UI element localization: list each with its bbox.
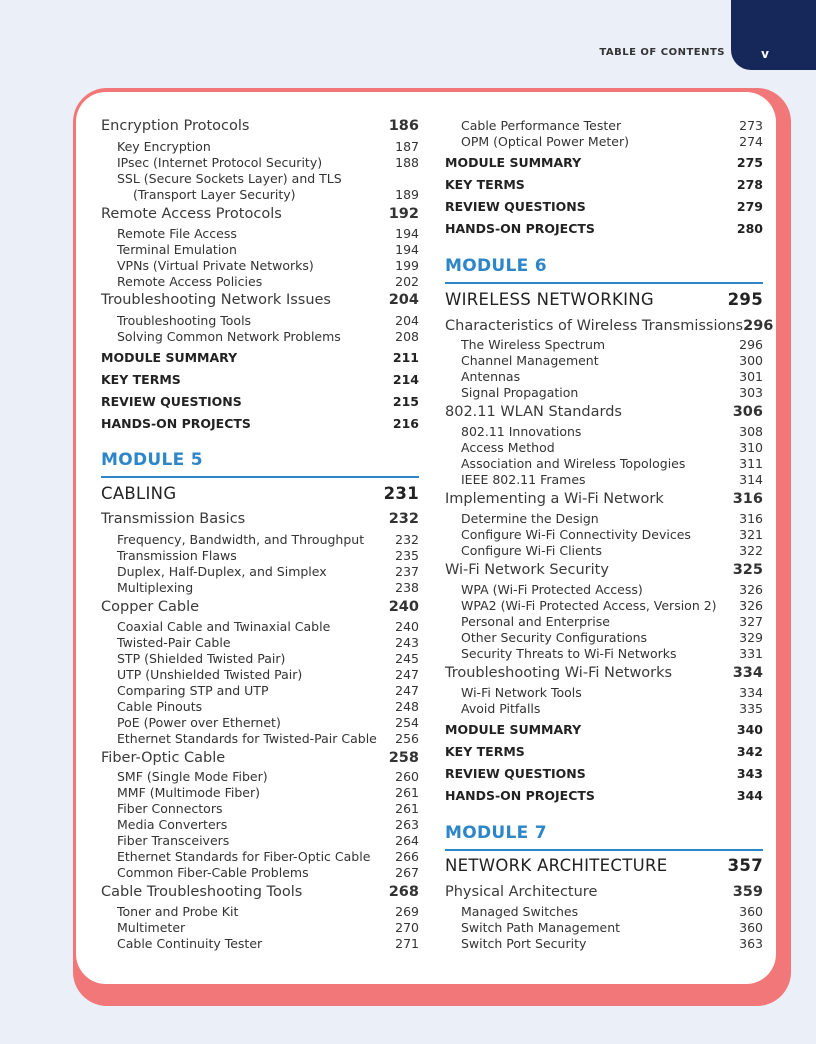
section-heading-label: Fiber-Optic Cable xyxy=(101,750,226,766)
toc-entry-page: 316 xyxy=(739,511,763,526)
toc-entry-page: 248 xyxy=(395,699,419,714)
toc-entry xyxy=(445,630,763,645)
toc-entry-label: OPM (Optical Power Meter) xyxy=(461,134,629,149)
section-heading-label: Cable Troubleshooting Tools xyxy=(101,884,303,900)
section-heading xyxy=(101,599,419,615)
toc-entry-label: Wi-Fi Network Tools xyxy=(461,685,582,700)
toc-entry xyxy=(101,564,419,579)
toc-entry-page: 238 xyxy=(395,580,419,595)
section-heading-label: Characteristics of Wireless Transmissions xyxy=(445,318,744,334)
toc-extra-page: 211 xyxy=(392,350,419,365)
toc-extra-label: KEY TERMS xyxy=(445,177,525,192)
toc-entry-label: Media Converters xyxy=(117,817,228,832)
toc-entry-page: 331 xyxy=(739,646,763,661)
toc-entry xyxy=(445,424,763,439)
toc-entry xyxy=(101,329,419,344)
toc-entry xyxy=(101,801,419,816)
toc-extra-label: KEY TERMS xyxy=(445,744,525,759)
toc-extra-label: HANDS-ON PROJECTS xyxy=(445,221,595,236)
toc-extra-page: 344 xyxy=(736,788,763,803)
toc-entry-page: 237 xyxy=(395,564,419,579)
toc-entry-label: Troubleshooting Tools xyxy=(117,313,252,328)
section-heading-page: 204 xyxy=(388,292,419,308)
toc-entry xyxy=(101,313,419,328)
toc-entry xyxy=(445,598,763,613)
toc-entry xyxy=(101,139,419,154)
toc-entry-page: 334 xyxy=(739,685,763,700)
toc-entry-label: WPA (Wi-Fi Protected Access) xyxy=(461,582,643,597)
toc-entry xyxy=(101,865,419,880)
section-heading-page: 240 xyxy=(388,599,419,615)
section-heading xyxy=(101,292,419,308)
toc-entry-label: UTP (Unshielded Twisted Pair) xyxy=(117,667,303,682)
section-heading xyxy=(445,491,763,507)
section-heading-label: Transmission Basics xyxy=(101,511,246,527)
toc-entry xyxy=(445,337,763,352)
toc-entry-label: SSL (Secure Sockets Layer) and TLS xyxy=(117,171,342,186)
toc-entry xyxy=(101,715,419,730)
toc-entry-label: Antennas xyxy=(461,369,521,384)
toc-entry xyxy=(101,833,419,848)
running-header: TABLE OF CONTENTS xyxy=(599,47,725,58)
toc-entry xyxy=(101,904,419,919)
toc-entry-label: Cable Performance Tester xyxy=(461,118,622,133)
toc-entry-label: Ethernet Standards for Fiber-Optic Cable xyxy=(117,849,371,864)
toc-entry-page: 256 xyxy=(395,731,419,746)
toc-entry-page: 335 xyxy=(739,701,763,716)
toc-entry-label: Comparing STP and UTP xyxy=(117,683,269,698)
toc-entry-page: 194 xyxy=(395,226,419,241)
toc-extra-label: REVIEW QUESTIONS xyxy=(445,199,586,214)
toc-entry-page: 235 xyxy=(395,548,419,563)
toc-extra xyxy=(445,155,763,170)
toc-entry-page: 188 xyxy=(395,155,419,170)
toc-entry xyxy=(445,582,763,597)
section-heading-page: 268 xyxy=(388,884,419,900)
toc-entry-label: Twisted-Pair Cable xyxy=(117,635,231,650)
toc-extra xyxy=(445,744,763,759)
toc-entry xyxy=(445,614,763,629)
section-heading xyxy=(445,404,763,420)
section-heading-label: 802.11 WLAN Standards xyxy=(445,404,622,420)
section-heading-label: Implementing a Wi-Fi Network xyxy=(445,491,664,507)
toc-entry-label: Duplex, Half-Duplex, and Simplex xyxy=(117,564,327,579)
toc-entry xyxy=(445,353,763,368)
toc-entry-page: 303 xyxy=(739,385,763,400)
toc-entry-page: 327 xyxy=(739,614,763,629)
toc-entry-page: 266 xyxy=(395,849,419,864)
toc-entry xyxy=(445,511,763,526)
toc-entry-label: MMF (Multimode Fiber) xyxy=(117,785,260,800)
toc-entry-label: Ethernet Standards for Twisted-Pair Cable xyxy=(117,731,377,746)
module-rule xyxy=(101,476,419,478)
toc-entry-page: 263 xyxy=(395,817,419,832)
toc-entry xyxy=(101,619,419,634)
toc-entry-label: The Wireless Spectrum xyxy=(461,337,606,352)
section-heading xyxy=(101,884,419,900)
toc-extra-label: MODULE SUMMARY xyxy=(445,155,582,170)
toc-extra xyxy=(445,788,763,803)
chapter-title-label: CABLING xyxy=(101,484,177,503)
toc-extra xyxy=(101,350,419,365)
section-heading-page: 296 xyxy=(743,318,774,334)
chapter-title-page: 295 xyxy=(727,290,763,309)
section-heading-page: 325 xyxy=(732,562,763,578)
toc-extra-label: MODULE SUMMARY xyxy=(101,350,238,365)
toc-extra-page: 275 xyxy=(736,155,763,170)
toc-extra xyxy=(101,372,419,387)
toc-extra-label: REVIEW QUESTIONS xyxy=(445,766,586,781)
toc-entry-label: Multiplexing xyxy=(117,580,194,595)
toc-entry-label: Solving Common Network Problems xyxy=(117,329,341,344)
toc-entry-page: 187 xyxy=(395,139,419,154)
toc-entry xyxy=(101,699,419,714)
toc-entry xyxy=(445,369,763,384)
toc-entry-page: 360 xyxy=(739,920,763,935)
toc-entry-label: Signal Propagation xyxy=(461,385,579,400)
toc-entry-page: 301 xyxy=(739,369,763,384)
toc-entry xyxy=(101,258,419,273)
toc-entry-page: 199 xyxy=(395,258,419,273)
toc-entry-page: 240 xyxy=(395,619,419,634)
toc-entry xyxy=(445,134,763,149)
toc-entry xyxy=(101,532,419,547)
toc-entry-label: IEEE 802.11 Frames xyxy=(461,472,586,487)
toc-entry-label: Coaxial Cable and Twinaxial Cable xyxy=(117,619,331,634)
toc-entry-label: VPNs (Virtual Private Networks) xyxy=(117,258,314,273)
toc-entry xyxy=(101,817,419,832)
section-heading-page: 186 xyxy=(388,118,419,134)
toc-entry-page: 189 xyxy=(395,187,419,202)
toc-entry-label: Cable Pinouts xyxy=(117,699,203,714)
toc-extra-label: HANDS-ON PROJECTS xyxy=(101,416,251,431)
section-heading xyxy=(101,511,419,527)
toc-entry-label: Personal and Enterprise xyxy=(461,614,610,629)
section-heading-label: Troubleshooting Wi-Fi Networks xyxy=(445,665,673,681)
toc-entry-page: 360 xyxy=(739,904,763,919)
toc-entry-label: Switch Path Management xyxy=(461,920,621,935)
toc-entry-label: Association and Wireless Topologies xyxy=(461,456,686,471)
toc-entry-label: Fiber Connectors xyxy=(117,801,223,816)
chapter-title-label: NETWORK ARCHITECTURE xyxy=(445,856,668,875)
section-heading xyxy=(445,884,763,900)
toc-extra-label: MODULE SUMMARY xyxy=(445,722,582,737)
toc-entry xyxy=(101,683,419,698)
toc-entry-label: Avoid Pitfalls xyxy=(461,701,541,716)
toc-extra xyxy=(101,416,419,431)
page-number: v xyxy=(761,47,769,61)
toc-entry xyxy=(101,580,419,595)
section-heading-page: 192 xyxy=(388,206,419,222)
toc-entry xyxy=(445,701,763,716)
toc-extra xyxy=(445,221,763,236)
toc-entry-label: Switch Port Security xyxy=(461,936,587,951)
toc-entry-label: Configure Wi-Fi Connectivity Devices xyxy=(461,527,691,542)
section-heading-page: 334 xyxy=(732,665,763,681)
toc-extra-page: 342 xyxy=(736,744,763,759)
toc-entry-label: WPA2 (Wi-Fi Protected Access, Version 2) xyxy=(461,598,717,613)
toc-entry xyxy=(101,171,419,186)
chapter-title xyxy=(101,484,419,503)
toc-entry-page: 264 xyxy=(395,833,419,848)
toc-extra-label: HANDS-ON PROJECTS xyxy=(445,788,595,803)
toc-entry-page: 308 xyxy=(739,424,763,439)
toc-entry xyxy=(445,527,763,542)
toc-extra-page: 343 xyxy=(736,766,763,781)
toc-entry-label: Remote Access Policies xyxy=(117,274,263,289)
toc-entry-page: 321 xyxy=(739,527,763,542)
toc-entry-page: 300 xyxy=(739,353,763,368)
toc-entry xyxy=(101,667,419,682)
toc-entry xyxy=(101,651,419,666)
toc-entry-label: Remote File Access xyxy=(117,226,237,241)
toc-entry-label: Terminal Emulation xyxy=(117,242,237,257)
toc-entry-label: Frequency, Bandwidth, and Throughput xyxy=(117,532,365,547)
section-heading xyxy=(101,750,419,766)
section-heading xyxy=(445,665,763,681)
chapter-title xyxy=(445,856,763,875)
toc-entry xyxy=(101,155,419,170)
section-heading-label: Remote Access Protocols xyxy=(101,206,282,222)
section-heading-page: 316 xyxy=(732,491,763,507)
toc-entry-page: 326 xyxy=(739,582,763,597)
section-heading-page: 258 xyxy=(388,750,419,766)
module-rule xyxy=(445,282,763,284)
toc-entry-page: 363 xyxy=(739,936,763,951)
toc-entry-page: 202 xyxy=(395,274,419,289)
toc-extra-page: 278 xyxy=(736,177,763,192)
module-heading: MODULE 6 xyxy=(445,256,547,276)
chapter-title-page: 357 xyxy=(727,856,763,875)
toc-entry xyxy=(445,646,763,661)
toc-entry-label: Determine the Design xyxy=(461,511,599,526)
module-heading: MODULE 7 xyxy=(445,823,547,843)
toc-entry-page: 326 xyxy=(739,598,763,613)
toc-entry-label: Configure Wi-Fi Clients xyxy=(461,543,603,558)
section-heading xyxy=(101,118,419,134)
toc-entry xyxy=(101,936,419,951)
chapter-title-page: 231 xyxy=(383,484,419,503)
section-heading xyxy=(445,562,763,578)
toc-entry xyxy=(445,440,763,455)
toc-entry-page: 247 xyxy=(395,683,419,698)
toc-extra xyxy=(445,177,763,192)
section-heading-label: Copper Cable xyxy=(101,599,200,615)
toc-entry xyxy=(445,456,763,471)
toc-entry-page: 273 xyxy=(739,118,763,133)
toc-entry xyxy=(445,118,763,133)
toc-entry xyxy=(445,385,763,400)
section-heading xyxy=(445,318,774,334)
toc-entry-label: 802.11 Innovations xyxy=(461,424,582,439)
toc-entry-page: 269 xyxy=(395,904,419,919)
toc-entry-label: (Transport Layer Security) xyxy=(133,187,296,202)
toc-extra-page: 216 xyxy=(392,416,419,431)
section-heading-page: 232 xyxy=(388,511,419,527)
toc-entry-page: 310 xyxy=(739,440,763,455)
toc-entry xyxy=(445,920,763,935)
toc-entry-page: 247 xyxy=(395,667,419,682)
toc-entry-page: 267 xyxy=(395,865,419,880)
toc-entry xyxy=(101,769,419,784)
toc-entry xyxy=(445,936,763,951)
toc-entry-page: 194 xyxy=(395,242,419,257)
toc-entry xyxy=(101,226,419,241)
toc-entry-page: 243 xyxy=(395,635,419,650)
toc-entry-page: 314 xyxy=(739,472,763,487)
toc-entry xyxy=(101,548,419,563)
toc-entry xyxy=(101,920,419,935)
toc-entry-page: 260 xyxy=(395,769,419,784)
toc-entry xyxy=(101,849,419,864)
toc-entry-page: 204 xyxy=(395,313,419,328)
toc-entry-label: Access Method xyxy=(461,440,555,455)
toc-entry-label: PoE (Power over Ethernet) xyxy=(117,715,281,730)
toc-entry-label: Common Fiber-Cable Problems xyxy=(117,865,309,880)
toc-entry-page: 261 xyxy=(395,801,419,816)
section-heading-page: 306 xyxy=(732,404,763,420)
toc-entry-page: 296 xyxy=(739,337,763,352)
toc-entry-page: 274 xyxy=(739,134,763,149)
chapter-title xyxy=(445,290,763,309)
toc-entry xyxy=(445,904,763,919)
toc-entry xyxy=(101,242,419,257)
toc-entry xyxy=(445,543,763,558)
section-heading-label: Encryption Protocols xyxy=(101,118,250,134)
toc-entry-label: Managed Switches xyxy=(461,904,579,919)
toc-extra xyxy=(101,394,419,409)
section-heading xyxy=(101,206,419,222)
toc-extra-page: 280 xyxy=(736,221,763,236)
toc-entry xyxy=(101,187,419,202)
toc-entry-page: 261 xyxy=(395,785,419,800)
toc-extra-page: 340 xyxy=(736,722,763,737)
toc-extra-label: KEY TERMS xyxy=(101,372,181,387)
toc-extra-label: REVIEW QUESTIONS xyxy=(101,394,242,409)
toc-entry-page: 254 xyxy=(395,715,419,730)
module-rule xyxy=(445,849,763,851)
toc-entry xyxy=(445,472,763,487)
toc-extra-page: 279 xyxy=(736,199,763,214)
toc-entry-label: IPsec (Internet Protocol Security) xyxy=(117,155,323,170)
toc-extra-page: 215 xyxy=(392,394,419,409)
toc-entry-page: 311 xyxy=(739,456,763,471)
toc-entry-page: 245 xyxy=(395,651,419,666)
toc-entry-page: 208 xyxy=(395,329,419,344)
toc-entry xyxy=(101,785,419,800)
section-heading-label: Troubleshooting Network Issues xyxy=(101,292,331,308)
toc-entry-page: 270 xyxy=(395,920,419,935)
toc-entry-label: Security Threats to Wi-Fi Networks xyxy=(461,646,677,661)
toc-entry-page: 232 xyxy=(395,532,419,547)
toc-entry-label: Toner and Probe Kit xyxy=(117,904,239,919)
toc-entry-label: Multimeter xyxy=(117,920,186,935)
toc-entry-label: STP (Shielded Twisted Pair) xyxy=(117,651,286,666)
section-heading-page: 359 xyxy=(732,884,763,900)
toc-entry-page: 271 xyxy=(395,936,419,951)
toc-entry xyxy=(101,274,419,289)
toc-entry-label: SMF (Single Mode Fiber) xyxy=(117,769,268,784)
section-heading-label: Physical Architecture xyxy=(445,884,598,900)
section-heading-label: Wi-Fi Network Security xyxy=(445,562,609,578)
toc-extra xyxy=(445,722,763,737)
toc-extra-page: 214 xyxy=(392,372,419,387)
toc-entry-page: 322 xyxy=(739,543,763,558)
toc-extra xyxy=(445,766,763,781)
toc-entry-label: Channel Management xyxy=(461,353,599,368)
toc-entry-label: Transmission Flaws xyxy=(117,548,237,563)
toc-entry-page: 329 xyxy=(739,630,763,645)
toc-extra xyxy=(445,199,763,214)
module-heading: MODULE 5 xyxy=(101,450,203,470)
toc-entry-label: Fiber Transceivers xyxy=(117,833,230,848)
toc-entry-label: Cable Continuity Tester xyxy=(117,936,263,951)
chapter-title-label: WIRELESS NETWORKING xyxy=(445,290,655,309)
toc-entry xyxy=(445,685,763,700)
toc-entry-label: Other Security Configurations xyxy=(461,630,648,645)
toc-entry xyxy=(101,731,419,746)
toc-entry-label: Key Encryption xyxy=(117,139,211,154)
toc-entry xyxy=(101,635,419,650)
